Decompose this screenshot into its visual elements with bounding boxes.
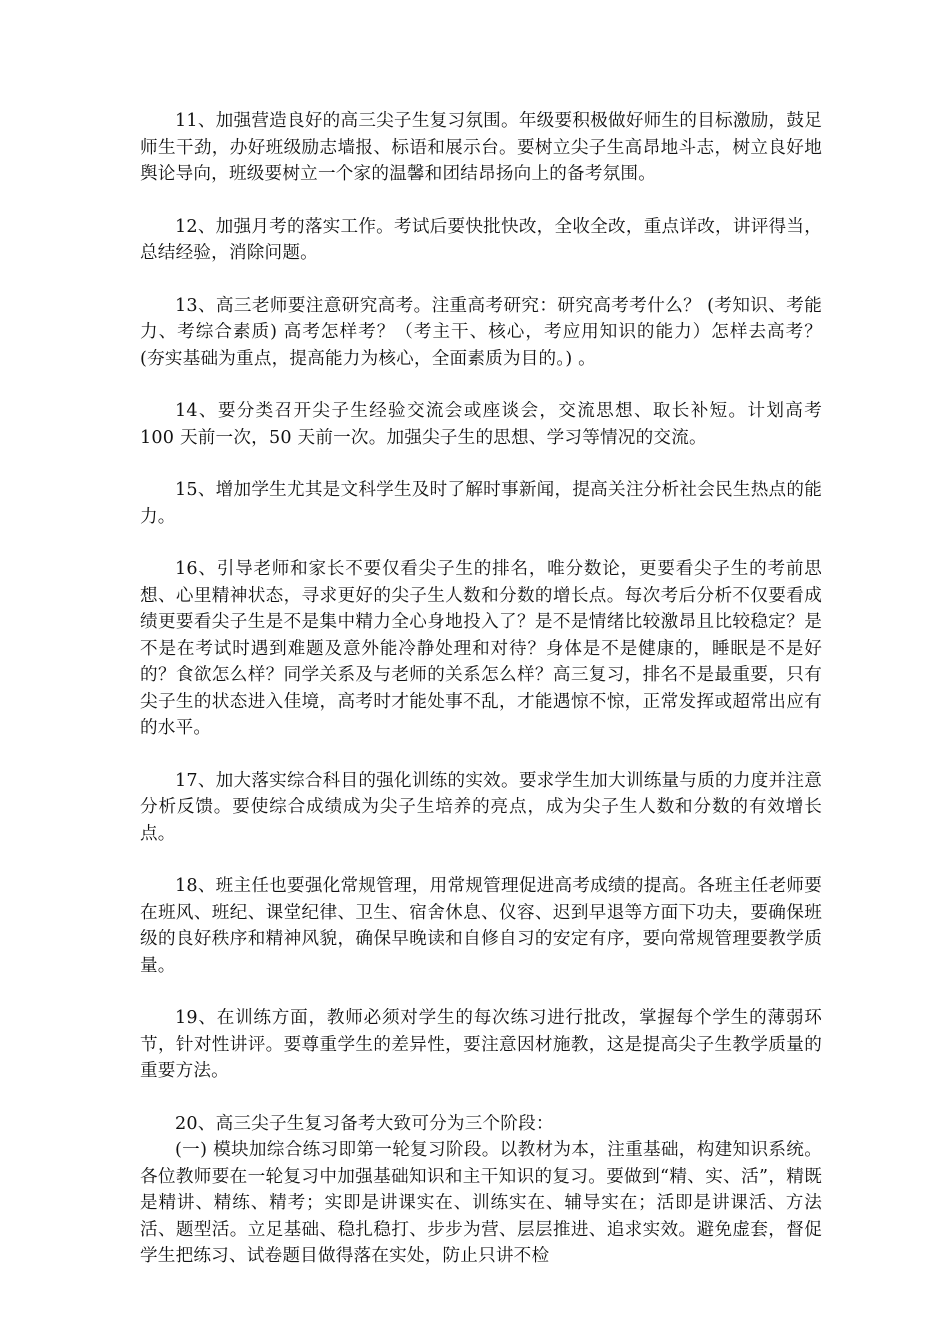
paragraph-16: 16、引导老师和家长不要仅看尖子生的排名，唯分数论，更要看尖子生的考前思想、心里精神状态，寻求更好的尖子生人数和分数的增长点。每次考后分析不仅要看成绩更要看尖子生是不是集中精力全心身地投入了？是不是情绪比较激昂且比较稳定？是不是在考试时遇到难题及意外能冷静处理和对待？身体是不是健康的，睡眠是不是好的？食欲怎么样？同学关系及与老师的关系怎么样？高三复习，排名不是最重要，只有尖子生的状态进入佳境，高考时才能处事不乱，才能遇惊不惊，正常发挥或超常出应有的水平。 (140, 559, 822, 738)
paragraph-14: 14、要分类召开尖子生经验交流会或座谈会，交流思想、取长补短。计划高考 100 天前一次，50 天前一次。加强尖子生的思想、学习等情况的交流。 (140, 401, 822, 448)
paragraph-15: 15、增加学生尤其是文科学生及时了解时事新闻，提高关注分析社会民生热点的能力。 (140, 480, 822, 527)
paragraph-20: 20、高三尖子生复习备考大致可分为三个阶段： (175, 1113, 554, 1134)
paragraph-17: 17、加大落实综合科目的强化训练的实效。要求学生加大训练量与质的力度并注意分析反馈。要使综合成绩成为尖子生培养的亮点，成为尖子生人数和分数的有效增长点。 (140, 770, 822, 844)
paragraph-12: 12、加强月考的落实工作。考试后要快批快改，全收全改，重点详改，讲评得当，总结经验，消除问题。 (140, 216, 822, 263)
paragraph-20-stage-1: (一) 模块加综合练习即第一轮复习阶段。以教材为本，注重基础，构建知识系统。各位教师要在一轮复习中加强基础知识和主干知识的复习。要做到“精、实、活”，精既是精讲、精练、精考；实即是讲课实在、训练实在、辅导实在；活即是讲课活、方法活、题型活。立足基础、稳扎稳打、步步为营、层层推进、追求实效。避免虚套，督促学生把练习、试卷题目做得落在实处，防止只讲不检 (140, 1140, 822, 1266)
document-page (140, 108, 822, 1270)
paragraph-13: 13、高三老师要注意研究高考。注重高考研究：研究高考考什么？ (考知识、考能力、考综合素质) 高考怎样考？（考主干、核心，考应用知识的能力）怎样去高考？ (夯实基础为重点，提高能力为核心，全面素质为目的。) 。 (140, 295, 822, 369)
paragraph-19: 19、在训练方面，教师必须对学生的每次练习进行批改，掌握每个学生的薄弱环节，针对性讲评。要尊重学生的差异性，要注意因材施教，这是提高尖子生教学质量的重要方法。 (140, 1008, 822, 1081)
paragraph-11: 11、加强营造良好的高三尖子生复习氛围。年级要积极做好师生的目标激励，鼓足师生干劲，办好班级励志墙报、标语和展示台。要树立尖子生高昂地斗志，树立良好地舆论导向，班级要树立一个家的温馨和团结昂扬向上的备考氛围。 (140, 111, 822, 184)
paragraph-18: 18、班主任也要强化常规管理，用常规管理促进高考成绩的提高。各班主任老师要在班风、班纪、课堂纪律、卫生、宿舍休息、仪容、迟到早退等方面下功夫，要确保班级的良好秩序和精神风貌，确保早晚读和自修自习的安定有序，要向常规管理要教学质量。 (140, 876, 822, 976)
